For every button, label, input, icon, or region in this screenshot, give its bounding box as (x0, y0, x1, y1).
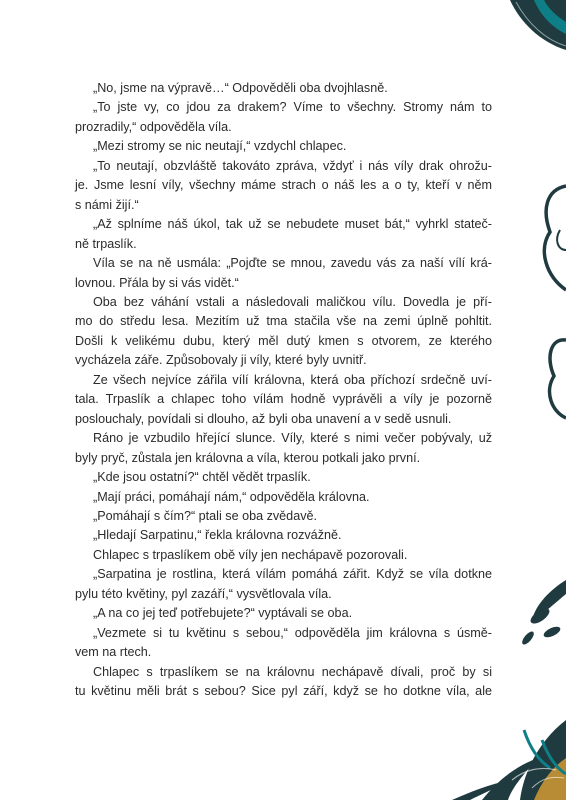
text-line: Chlapec s trpaslíkem obě víly jen nechápavě pozorovali. (93, 547, 408, 562)
text-line: vem na rtech. (75, 645, 152, 660)
text-line: tala. Trpaslík a chlapec toho vílám hodně vyprávěli a víly je pozorně (75, 392, 492, 407)
text-line: „Kde jsou ostatní?“ chtěl vědět trpaslík. (93, 470, 311, 485)
text-line: byly pryč, zůstala jen královna a víla, kterou potkali jako první. (75, 450, 421, 465)
text-line: Ráno je vzbudilo hřející slunce. Víly, které s nimi večer pobývaly, už (93, 431, 492, 446)
text-line: Došli k velikému dubu, který měl dutý kmen s otvorem, ze kterého (75, 333, 492, 348)
text-line: „To neutají, obzvláště takováto zpráva, vždyť i nás víly drak ohrožu- (93, 158, 492, 173)
text-line: „Sarpatina je rostlina, která vílám pomáhá zářit. Když se víla dotkne (93, 567, 492, 582)
text-line: „Hledají Sarpatinu,“ řekla královna rozvážně. (93, 528, 342, 543)
text-line: „Mají práci, pomáhají nám,“ odpověděla královna. (93, 489, 370, 504)
text-line: Víla se na ně usmála: „Pojďte se mnou, zavedu vás za naší vílí krá- (93, 256, 492, 271)
text-line: „To jste vy, co jdou za drakem? Víme to všechny. Stromy nám to (93, 100, 492, 115)
text-line: prozradily,“ odpověděla víla. (75, 119, 232, 134)
text-line: „Vezmete si tu květinu s sebou,“ odpověděla jim královna s úsmě- (93, 625, 492, 640)
text-line: lovnou. Přála by si vás vidět.“ (75, 275, 239, 290)
text-line: Oba bez váhání vstali a následovali maličkou vílu. Dovedla je pří- (93, 294, 492, 309)
text-line: vycházela záře. Způsobovaly ji víly, které byly uvnitř. (75, 353, 367, 368)
text-line: je. Jsme lesní víly, všechny máme strach o náš les a o ty, kteří v něm (75, 178, 492, 193)
leaf-outline-icon (520, 180, 566, 420)
text-line: tu květinu měli brát s sebou? Sice pyl září, když se ho dotkne víla, ale (75, 684, 492, 699)
text-line: poslouchaly, povídali si dlouho, až byli oba unavení a v sedě usnuli. (75, 411, 452, 426)
text-line: pylu této květiny, pyl zazáří,“ vysvětlovala víla. (75, 586, 332, 601)
text-line: Chlapec s trpaslíkem se na královnu nechápavě dívali, proč by si (93, 664, 492, 679)
text-line: Ze všech nejvíce zářila vílí královna, která oba příchozí srdečně uví- (93, 372, 492, 387)
text-line: „Mezi stromy se nic neutají,“ vzdychl chlapec. (93, 139, 347, 154)
text-line: „Pomáhají s čím?“ ptali se oba zvědavě. (93, 508, 317, 523)
text-line: „No, jsme na výpravě…“ Odpověděli oba dvojhlasně. (93, 81, 388, 95)
leaf-icon (506, 0, 566, 58)
text-line: s námi žijí.“ (75, 197, 139, 212)
text-line: mo do středu lesa. Mezitím už tma stačila vše na zemi úplně pohltit. (75, 314, 492, 329)
text-line: „A na co jej teď potřebujete?“ vyptávali se oba. (93, 606, 353, 621)
text-line: „Až splníme náš úkol, tak už se nebudete muset bát,“ vyhrkl stateč- (93, 217, 492, 232)
text-line: ně trpaslík. (75, 236, 137, 251)
story-text (75, 79, 492, 702)
